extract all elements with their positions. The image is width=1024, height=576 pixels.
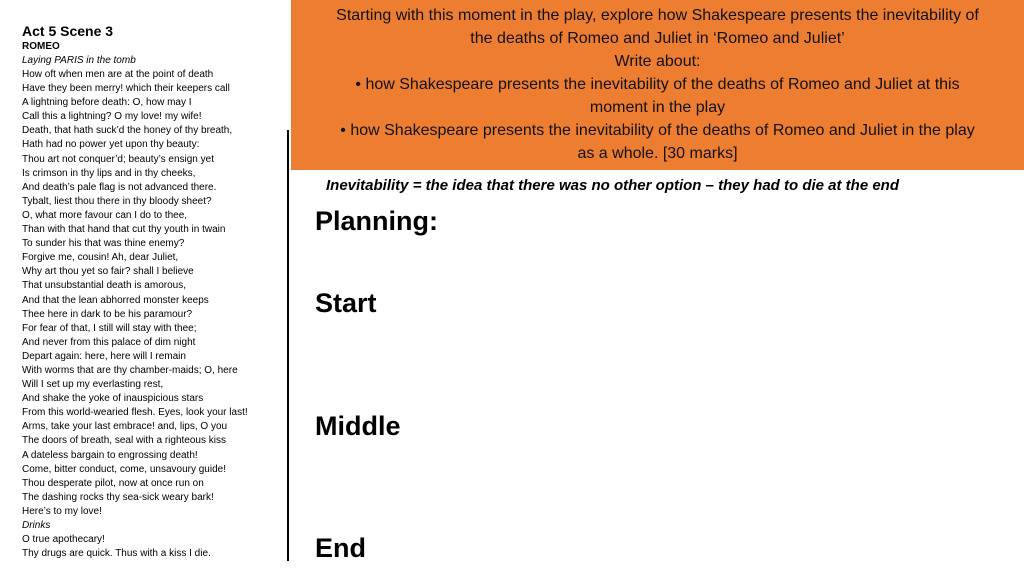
script-line: Why art thou yet so fair? shall I believe xyxy=(22,266,194,278)
script-line: Than with that hand that cut thy youth in twain xyxy=(22,224,226,236)
script-line: Thou art not conquer’d; beauty’s ensign yet xyxy=(22,153,214,165)
task-line: as a whole. [30 marks] xyxy=(577,145,738,162)
end-heading: End xyxy=(315,533,366,563)
script-line: Arms, take your last embrace! and, lips, O you xyxy=(22,421,228,433)
script-line: With worms that are thy chamber-maids; O, here xyxy=(22,364,238,376)
script-line: Here’s to my love! xyxy=(22,505,102,517)
script-line: And that the lean abhorred monster keeps xyxy=(22,294,209,306)
speaker-name: ROMEO xyxy=(22,41,60,52)
task-line: the deaths of Romeo and Juliet in ‘Romeo and Juliet’ xyxy=(470,30,845,47)
scene-title: Act 5 Scene 3 xyxy=(22,23,114,39)
script-line: Call this a lightning? O my love! my wife! xyxy=(22,111,202,123)
script-line: Forgive me, cousin! Ah, dear Juliet, xyxy=(22,252,179,264)
script-line: Come, bitter conduct, come, unsavoury guide! xyxy=(22,463,226,475)
script-line: A lightning before death: O, how may I xyxy=(22,97,192,109)
script-line: Death, that hath suck’d the honey of thy breath, xyxy=(22,125,233,137)
script-line: Have they been merry! which their keepers call xyxy=(22,83,230,95)
script-extract xyxy=(22,23,284,561)
script-line: The doors of breath, seal with a righteous kiss xyxy=(22,435,226,447)
script-line: Thee here in dark to be his paramour? xyxy=(22,308,193,320)
task-line: Write about: xyxy=(614,53,701,70)
script-line: O, what more favour can I do to thee, xyxy=(22,209,188,221)
script-line: Hath had no power yet upon thy beauty: xyxy=(22,139,200,151)
stage-direction: Laying PARIS in the tomb xyxy=(22,55,136,66)
task-line: • how Shakespeare presents the inevitability of the deaths of Romeo and Juliet at this xyxy=(355,76,960,93)
script-line: From this world-wearied flesh. Eyes, look your last! xyxy=(22,407,248,419)
script-line: Tybalt, liest thou there in thy bloody sheet? xyxy=(22,195,212,207)
middle-heading: Middle xyxy=(315,411,401,441)
script-line: To sunder his that was thine enemy? xyxy=(22,238,185,250)
planning-heading: Planning: xyxy=(315,206,438,236)
script-line: And never from this palace of dim night xyxy=(22,336,196,348)
start-heading: Start xyxy=(315,288,377,318)
script-line: Is crimson in thy lips and in thy cheeks, xyxy=(22,167,196,179)
task-line: Starting with this moment in the play, explore how Shakespeare presents the inevitability of xyxy=(336,7,979,24)
script-line: That unsubstantial death is amorous, xyxy=(22,280,186,292)
script-line: And shake the yoke of inauspicious stars xyxy=(22,393,204,405)
definition-text: Inevitability = the idea that there was no other option – they had to die at the end xyxy=(326,177,899,194)
script-line: For fear of that, I still will stay with thee; xyxy=(22,322,197,334)
script-line: Thy drugs are quick. Thus with a kiss I die. xyxy=(22,548,211,560)
script-line: Will I set up my everlasting rest, xyxy=(22,379,164,391)
task-line: moment in the play xyxy=(589,99,726,116)
stage-direction-line: Drinks xyxy=(22,520,51,531)
script-line: O true apothecary! xyxy=(22,534,105,546)
script-lines xyxy=(22,68,284,561)
script-line: Depart again: here, here will I remain xyxy=(22,350,186,362)
script-line: Thou desperate pilot, now at once run on xyxy=(22,477,204,489)
script-line: And death’s pale flag is not advanced there. xyxy=(22,181,217,193)
script-line: A dateless bargain to engrossing death! xyxy=(22,449,198,461)
vertical-divider xyxy=(287,130,289,561)
task-box xyxy=(291,0,1024,170)
script-line: The dashing rocks thy sea-sick weary bark! xyxy=(22,491,214,503)
task-line: • how Shakespeare presents the inevitability of the deaths of Romeo and Juliet in the play xyxy=(340,122,975,139)
script-line: How oft when men are at the point of death xyxy=(22,69,214,80)
